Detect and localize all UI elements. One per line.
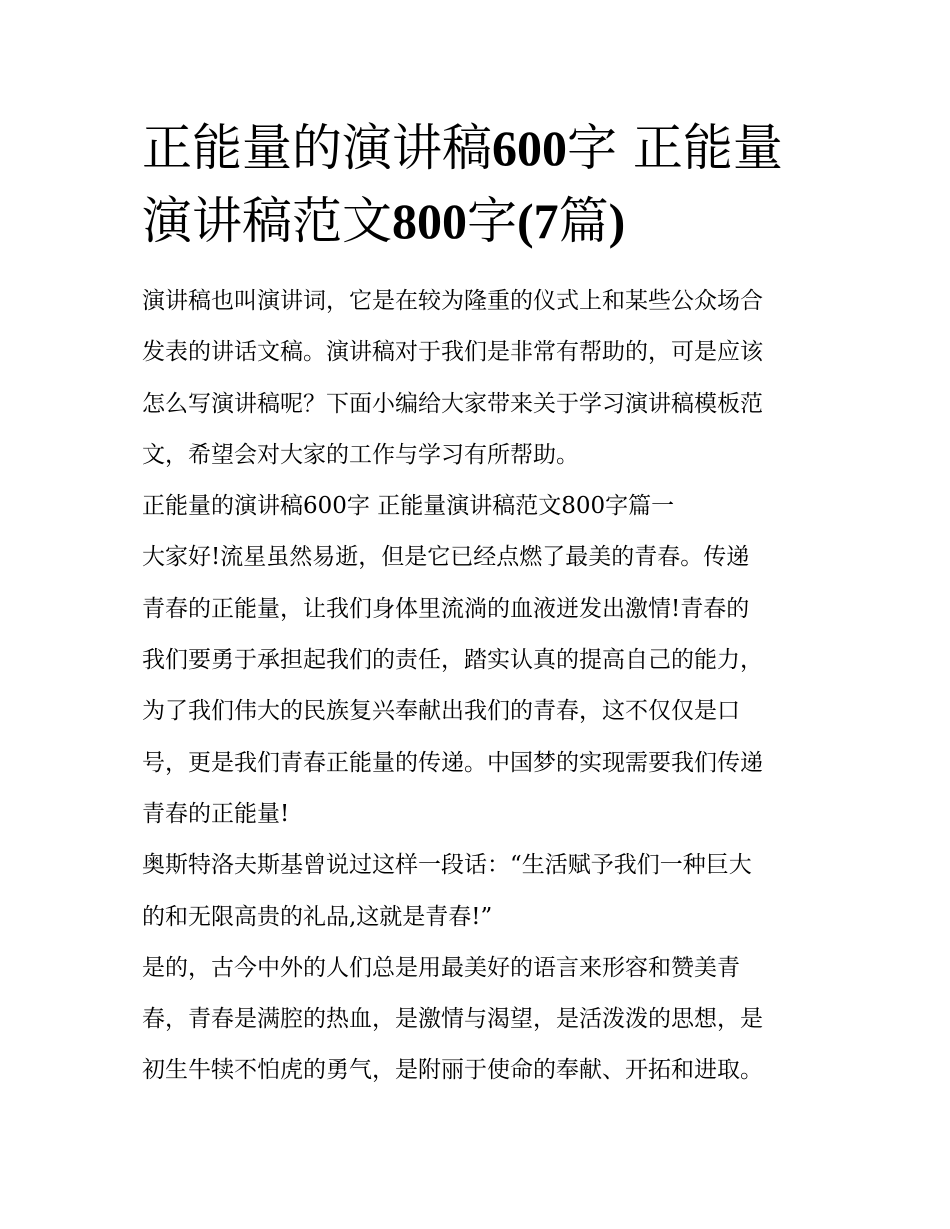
text-line: 文，希望会对大家的工作与学习有所帮助。: [142, 441, 579, 468]
text-line: 我们要勇于承担起我们的责任，踏实认真的提高自己的能力，: [142, 647, 763, 674]
text-line: 春，青春是满腔的热血，是激情与渴望，是活泼泼的思想，是: [142, 1006, 763, 1033]
paragraph-youth: [142, 943, 822, 1097]
text-line: 的和无限高贵的礼品,这就是青春!”: [142, 903, 493, 930]
text-line: 正能量的演讲稿600字 正能量演讲稿范文800字篇一: [142, 493, 675, 520]
text-line: 大家好!流星虽然易逝，但是它已经点燃了最美的青春。传递: [142, 544, 750, 571]
title-line-2: 演讲稿范文800字(7篇): [142, 192, 626, 250]
paragraph-intro: [142, 276, 822, 481]
text-line: 青春的正能量!: [142, 800, 290, 827]
text-line: 初生牛犊不怕虎的勇气，是附丽于使命的奉献、开拓和进取。: [142, 1057, 763, 1084]
text-line: 为了我们伟大的民族复兴奉献出我们的青春，这不仅仅是口: [142, 698, 740, 725]
text-line: 发表的讲话文稿。演讲稿对于我们是非常有帮助的，可是应该: [142, 339, 763, 366]
text-line: 青春的正能量，让我们身体里流淌的血液迸发出激情!青春的: [142, 595, 750, 622]
document-body: [142, 276, 822, 1097]
paragraph-greeting: [142, 532, 822, 840]
text-line: 怎么写演讲稿呢？下面小编给大家带来关于学习演讲稿模板范: [142, 390, 763, 417]
text-line: 号，更是我们青春正能量的传递。中国梦的实现需要我们传递: [142, 749, 763, 776]
text-line: 奥斯特洛夫斯基曾说过这样一段话：“生活赋予我们一种巨大: [142, 852, 752, 879]
text-line: 是的，古今中外的人们总是用最美好的语言来形容和赞美青: [142, 954, 740, 981]
document-title: [142, 112, 822, 258]
section-heading: [142, 481, 822, 532]
text-line: 演讲稿也叫演讲词，它是在较为隆重的仪式上和某些公众场合: [142, 288, 763, 314]
paragraph-quote: [142, 840, 822, 943]
title-line-1: 正能量的演讲稿600字 正能量: [142, 119, 783, 177]
